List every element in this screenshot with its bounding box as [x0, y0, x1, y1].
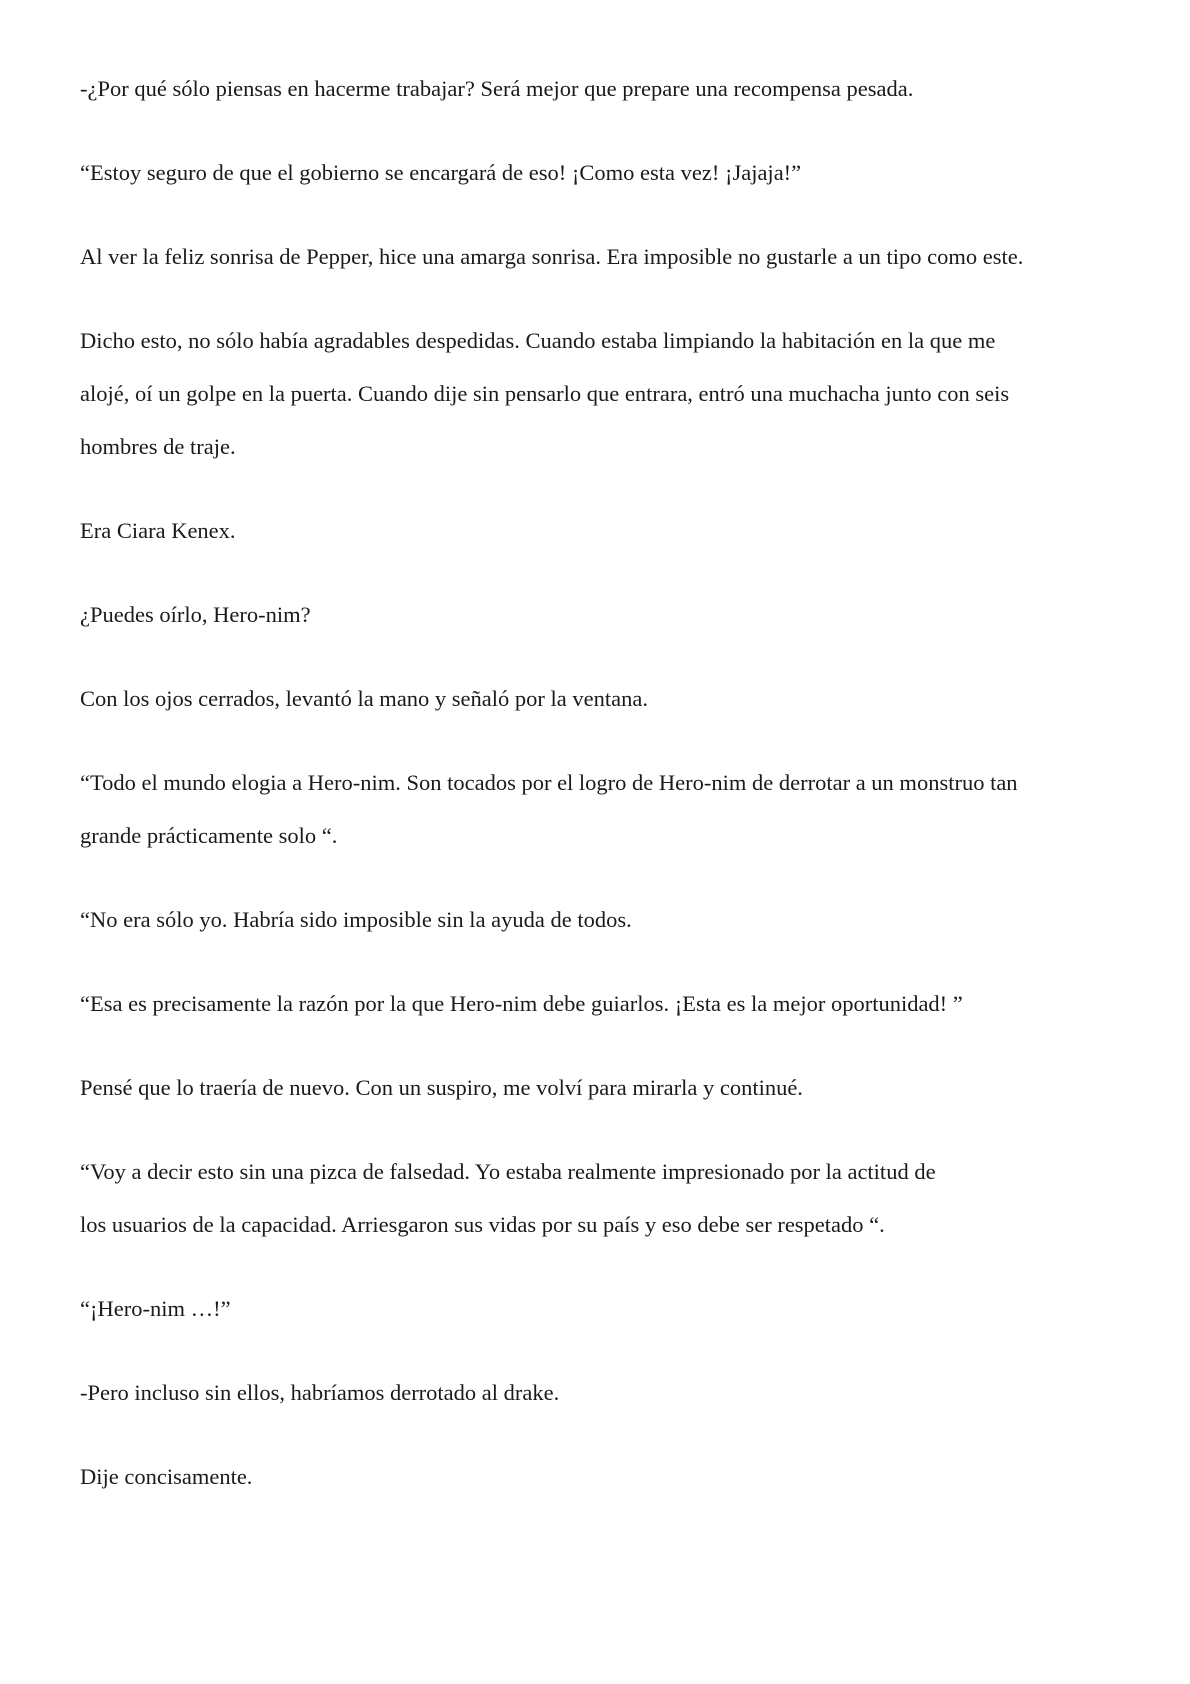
text-line: “¡Hero-nim …!” — [80, 1296, 231, 1321]
text-line: Pensé que lo traería de nuevo. Con un suspiro, me volví para mirarla y continué. — [80, 1075, 803, 1100]
text-line: -Pero incluso sin ellos, habríamos derrotado al drake. — [80, 1380, 560, 1405]
text-line: Dije concisamente. — [80, 1464, 253, 1489]
text-line: grande prácticamente solo “. — [80, 823, 338, 848]
paragraph-1 — [80, 62, 1130, 115]
text-line: “No era sólo yo. Habría sido imposible sin la ayuda de todos. — [80, 907, 632, 932]
paragraph-12 — [80, 1145, 1130, 1251]
paragraph-3 — [80, 230, 1130, 283]
text-line: “Esa es precisamente la razón por la que Hero-nim debe guiarlos. ¡Esta es la mejor oportunidad! ” — [80, 991, 963, 1016]
paragraph-15 — [80, 1450, 1130, 1503]
text-line: Al ver la feliz sonrisa de Pepper, hice una amarga sonrisa. Era imposible no gustarle a un tipo como este. — [80, 244, 1024, 269]
paragraph-4 — [80, 314, 1130, 473]
text-line: “Voy a decir esto sin una pizca de falsedad. Yo estaba realmente impresionado por la actitud de — [80, 1159, 936, 1184]
paragraph-9 — [80, 893, 1130, 946]
paragraph-14 — [80, 1366, 1130, 1419]
text-line: los usuarios de la capacidad. Arriesgaron sus vidas por su país y eso debe ser respetado “. — [80, 1212, 885, 1237]
paragraph-6 — [80, 588, 1130, 641]
text-line: Era Ciara Kenex. — [80, 518, 236, 543]
text-line: alojé, oí un golpe en la puerta. Cuando dije sin pensarlo que entrara, entró una muchacha junto con seis — [80, 381, 1010, 406]
paragraph-10 — [80, 977, 1130, 1030]
paragraph-2 — [80, 146, 1130, 199]
text-line: Dicho esto, no sólo había agradables despedidas. Cuando estaba limpiando la habitación en la que me — [80, 328, 996, 353]
text-line: ¿Puedes oírlo, Hero-nim? — [80, 602, 311, 627]
text-line: Con los ojos cerrados, levantó la mano y señaló por la ventana. — [80, 686, 648, 711]
text-line: hombres de traje. — [80, 434, 236, 459]
paragraph-13 — [80, 1282, 1130, 1335]
paragraph-11 — [80, 1061, 1130, 1114]
text-line: “Todo el mundo elogia a Hero-nim. Son tocados por el logro de Hero-nim de derrotar a un monstruo tan — [80, 770, 1018, 795]
paragraph-7 — [80, 672, 1130, 725]
paragraph-5 — [80, 504, 1130, 557]
paragraph-8 — [80, 756, 1130, 862]
text-line: -¿Por qué sólo piensas en hacerme trabajar? Será mejor que prepare una recompensa pesada. — [80, 76, 914, 101]
text-line: “Estoy seguro de que el gobierno se encargará de eso! ¡Como esta vez! ¡Jajaja!” — [80, 160, 802, 185]
